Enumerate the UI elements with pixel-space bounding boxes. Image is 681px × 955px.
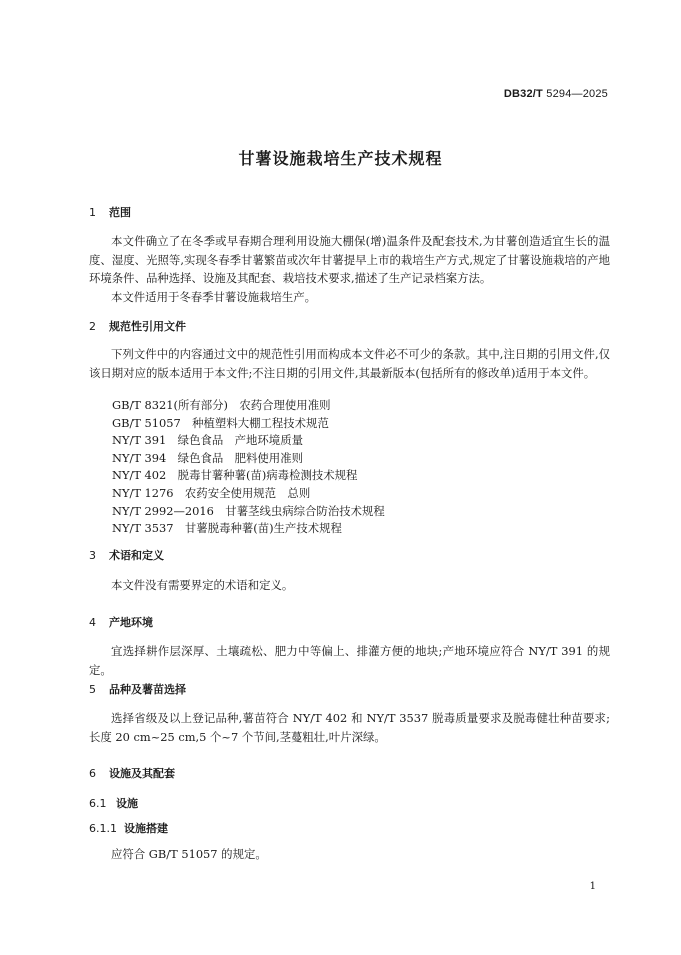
section-3-heading: [89, 547, 164, 563]
section-2-heading: [89, 318, 186, 334]
reference-item: GB/T 8321(所有部分) 农药合理使用准则: [112, 398, 331, 412]
section-6-1-heading: [89, 795, 138, 811]
paragraph: 本文件没有需要界定的术语和定义。: [111, 578, 294, 592]
reference-item: NY/T 1276 农药安全使用规范 总则: [112, 485, 311, 500]
section-2-body: [89, 345, 610, 382]
section-title: 产地环境: [109, 616, 153, 629]
section-number: 6: [89, 767, 96, 780]
section-6-1-1-heading: [89, 820, 168, 836]
section-number: 5: [89, 683, 96, 696]
section-6-heading: [89, 765, 175, 781]
normative-reference-list: [112, 397, 385, 538]
section-title: 范围: [109, 206, 131, 219]
paragraph: 本文件确立了在冬季或早春期合理利用设施大棚保(增)温条件及配套技术,为甘薯创造适宜生长的温度、湿度、光照等,实现冬春季甘薯繁苗或次年甘薯提早上市的栽培生产方式,规定了甘薯设施栽培的产地环境条件、品种选择、设施及其配套、栽培技术要求,描述了生产记录档案方法。: [89, 234, 610, 285]
section-title: 术语和定义: [109, 549, 164, 562]
section-3-body: [89, 576, 610, 595]
section-number: 4: [89, 616, 96, 629]
reference-item: NY/T 3537 甘薯脱毒种薯(苗)生产技术规程: [112, 521, 342, 536]
section-number: 6.1: [89, 797, 107, 810]
section-4-heading: [89, 614, 153, 630]
paragraph: 本文件适用于冬春季甘薯设施栽培生产。: [111, 289, 317, 304]
section-title: 品种及薯苗选择: [109, 683, 186, 696]
page-number: 1: [589, 881, 596, 892]
section-4-body: [89, 642, 610, 679]
section-title: 设施: [116, 797, 138, 810]
reference-item: GB/T 51057 种植塑料大棚工程技术规范: [112, 415, 329, 430]
section-number: 3: [89, 549, 96, 562]
section-title: 设施搭建: [124, 822, 168, 835]
section-number: 1: [89, 206, 96, 219]
section-5-body: [89, 709, 610, 746]
paragraph: 下列文件中的内容通过文中的规范性引用而构成本文件必不可少的条款。其中,注日期的引用文件,仅该日期对应的版本适用于本文件;不注日期的引用文件,其最新版本(包括所有的修改单)适用于本文件。: [89, 347, 610, 380]
section-number: 6.1.1: [89, 822, 117, 835]
document-code: 5294—2025: [546, 88, 608, 100]
paragraph: 选择省级及以上登记品种,薯苗符合 NY/T 402 和 NY/T 3537 脱毒质量要求及脱毒健壮种苗要求;长度 20 cm~25 cm,5 个~7 个节间,茎蔓粗壮,叶片深绿。: [89, 711, 610, 744]
section-title: 规范性引用文件: [109, 320, 186, 333]
paragraph: 宜选择耕作层深厚、土壤疏松、肥力中等偏上、排灌方便的地块;产地环境应符合 NY/T 391 的规定。: [89, 644, 610, 677]
section-6-1-1-body: [89, 845, 610, 864]
section-number: 2: [89, 320, 96, 333]
section-5-heading: [89, 681, 186, 697]
paragraph: 应符合 GB/T 51057 的规定。: [111, 847, 267, 861]
reference-item: NY/T 391 绿色食品 产地环境质量: [112, 433, 303, 448]
reference-item: NY/T 402 脱毒甘薯种薯(苗)病毒检测技术规程: [112, 468, 358, 483]
section-title: 设施及其配套: [109, 767, 175, 780]
section-1-body: [89, 232, 610, 306]
page-title: 甘薯设施栽培生产技术规程: [238, 149, 443, 168]
reference-item: NY/T 394 绿色食品 肥料使用准则: [112, 450, 303, 465]
reference-item: NY/T 2992—2016 甘薯茎线虫病综合防治技术规程: [112, 503, 385, 518]
document-number: [504, 88, 608, 100]
document-prefix: DB32/T: [503, 88, 543, 100]
section-1-heading: [89, 204, 131, 220]
